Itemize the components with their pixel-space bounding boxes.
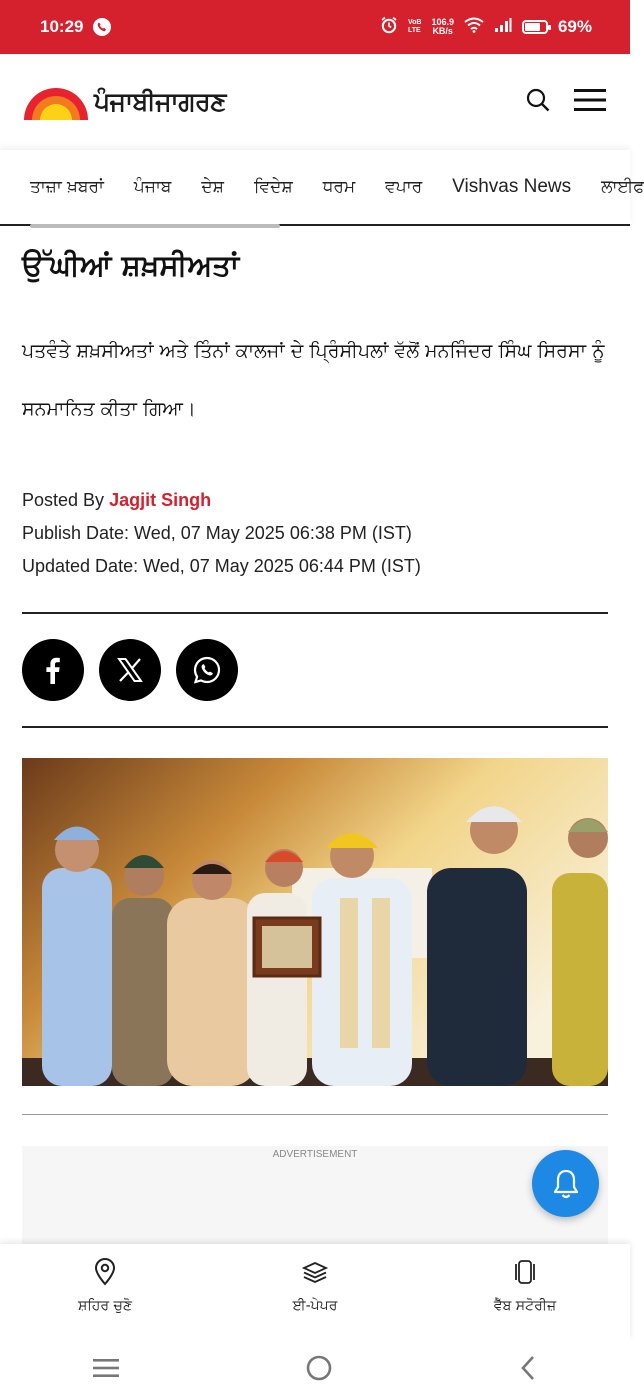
battery-icon xyxy=(522,20,548,34)
bottom-nav-web-stories[interactable] xyxy=(420,1244,630,1340)
menu-icon[interactable] xyxy=(574,88,606,116)
category-nav xyxy=(0,150,644,226)
nav-item-vishvas-news[interactable]: Vishvas News xyxy=(452,176,572,197)
bottom-nav-epaper-label: ਈ-ਪੇਪਰ xyxy=(292,1298,338,1314)
scroll-indicator xyxy=(30,224,280,228)
whatsapp-share-button[interactable] xyxy=(176,639,238,701)
nav-item-punjab[interactable]: ਪੰਜਾਬ xyxy=(133,177,172,197)
bottom-nav-epaper[interactable] xyxy=(210,1244,420,1340)
bottom-nav-city[interactable] xyxy=(0,1244,210,1340)
nav-item-latest[interactable]: ਤਾਜ਼ਾ ਖ਼ਬਰਾਂ xyxy=(30,177,104,197)
article-photo-illustration xyxy=(22,758,608,1086)
advertisement-slot xyxy=(22,1146,608,1256)
article-photo xyxy=(22,758,608,1086)
publish-date: Publish Date: Wed, 07 May 2025 06:38 PM (IST) xyxy=(22,523,412,543)
stories-icon xyxy=(512,1258,538,1286)
bottom-nav-web-stories-label: ਵੈੱਬ ਸਟੋਰੀਜ਼ xyxy=(493,1298,557,1314)
volte-top: VoB xyxy=(407,19,422,26)
search-icon[interactable] xyxy=(526,88,550,116)
facebook-share-button[interactable] xyxy=(22,639,84,701)
updated-date: Updated Date: Wed, 07 May 2025 06:44 PM (IST) xyxy=(22,556,421,576)
nav-item-world[interactable]: ਵਿਦੇਸ਼ xyxy=(254,177,293,197)
facebook-icon xyxy=(39,656,67,684)
call-icon xyxy=(93,18,111,36)
whatsapp-icon xyxy=(192,655,222,685)
divider xyxy=(22,1114,608,1115)
battery-fill xyxy=(525,23,540,31)
x-icon xyxy=(116,656,144,684)
nav-item-country[interactable]: ਦੇਸ਼ xyxy=(201,177,224,197)
divider xyxy=(22,726,608,728)
app-header xyxy=(0,54,630,150)
stack-icon xyxy=(301,1258,329,1286)
volte-indicator xyxy=(408,19,421,35)
advertisement-label: ADVERTISEMENT xyxy=(272,1149,358,1160)
nav-item-life[interactable]: ਲਾਈਫ xyxy=(601,177,644,197)
share-row xyxy=(22,639,238,701)
battery-percent: 69% xyxy=(557,17,592,36)
author-link[interactable]: Jagjit Singh xyxy=(109,490,212,510)
site-logo[interactable] xyxy=(24,84,226,120)
status-bar xyxy=(0,0,630,54)
notification-bell-button[interactable] xyxy=(532,1150,599,1217)
nav-item-business[interactable]: ਵਪਾਰ xyxy=(385,177,423,197)
bottom-nav xyxy=(0,1244,630,1340)
divider xyxy=(22,612,608,614)
bell-icon xyxy=(551,1168,581,1200)
wifi-icon xyxy=(464,17,484,37)
location-pin-icon xyxy=(93,1258,117,1286)
bottom-nav-city-label: ਸ਼ਹਿਰ ਚੁਣੋ xyxy=(77,1298,133,1314)
volte-bottom: LTE xyxy=(407,27,421,34)
net-speed-value: 106.9 xyxy=(431,17,454,27)
recent-apps-icon[interactable] xyxy=(92,1357,120,1383)
posted-by-line xyxy=(22,484,612,517)
logo-sun-icon xyxy=(24,84,88,120)
nav-item-religion[interactable]: ਧਰਮ xyxy=(322,177,356,197)
alarm-icon xyxy=(380,16,398,38)
logo-text: ਪੰਜਾਬੀਜਾਗਰਣ xyxy=(94,87,226,116)
article-summary: ਪਤਵੰਤੇ ਸ਼ਖ਼ਸੀਅਤਾਂ ਅਤੇ ਤਿੰਨਾਂ ਕਾਲਜਾਂ ਦੇ ਪ੍ਰਿੰਸੀਪਲਾਂ ਵੱਲੋਂ ਮਨਜਿੰਦਰ ਸਿੰਘ ਸਿਰਸਾ ਨੂੰ ਸਨਮਾਨਿਤ ਕੀਤਾ ਗਿਆ। xyxy=(22,340,605,420)
x-share-button[interactable] xyxy=(99,639,161,701)
back-icon[interactable] xyxy=(518,1355,538,1385)
article-meta xyxy=(22,484,612,583)
system-nav-bar xyxy=(0,1340,630,1400)
home-icon[interactable] xyxy=(305,1354,333,1386)
net-speed-unit: KB/s xyxy=(432,26,453,36)
signal-icon xyxy=(494,17,512,37)
posted-by-label: Posted By xyxy=(22,490,105,510)
status-time: 10:29 xyxy=(40,17,84,36)
article-headline: ਉੱਘੀਆਂ ਸ਼ਖ਼ਸੀਅਤਾਂ xyxy=(22,248,240,282)
net-speed xyxy=(431,18,454,36)
